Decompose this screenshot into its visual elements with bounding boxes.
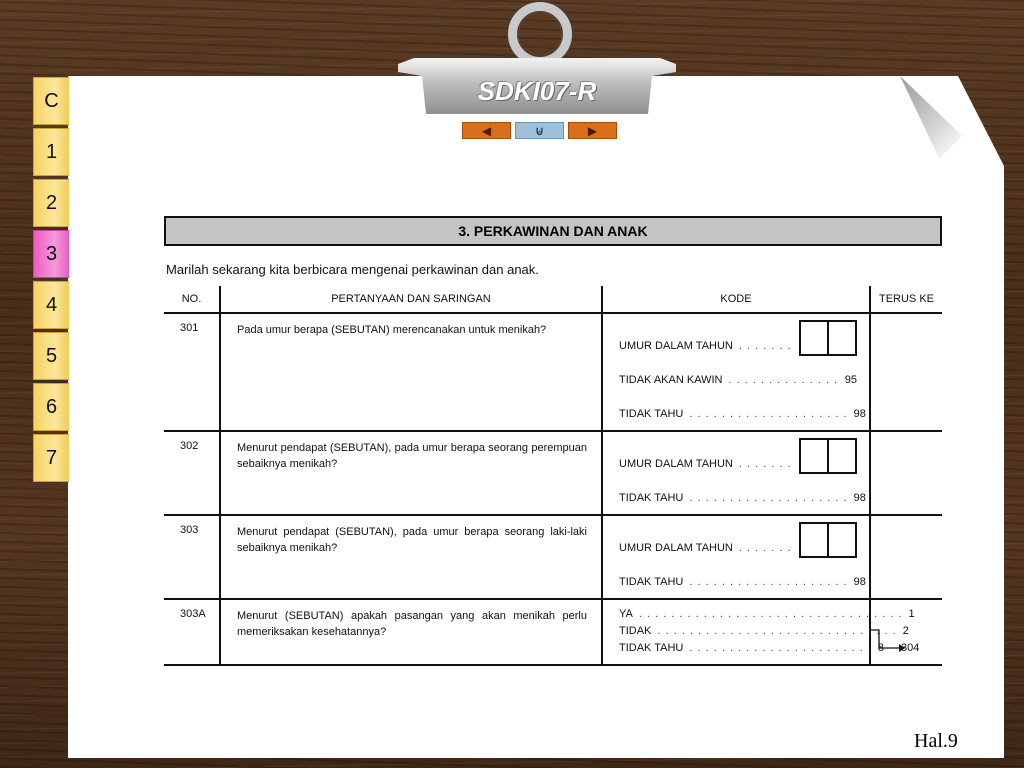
table-row [164, 431, 942, 515]
option-yes[interactable]: YA . . . . . . . . . . . . . . . . . . . . . . . . . . . . . . . . . 1 [619, 608, 915, 620]
return-button[interactable] [515, 122, 564, 139]
arrow-left-icon: ◀ [481, 123, 492, 138]
table-header-row [164, 286, 942, 313]
tab-4[interactable]: 4 [33, 281, 69, 329]
tab-7[interactable]: 7 [33, 434, 69, 482]
skip-cell [870, 515, 942, 599]
question-number: 303A [164, 599, 220, 665]
option-never-marry[interactable]: TIDAK AKAN KAWIN . . . . . . . . . . . . . . 95 [619, 374, 857, 386]
option-dont-know[interactable]: TIDAK TAHU . . . . . . . . . . . . . . . . . . . . . . . 8 [619, 642, 885, 654]
questionnaire-table [164, 286, 942, 666]
skip-arrow-icon [871, 628, 905, 654]
skip-target: 304 [901, 642, 920, 654]
prev-button[interactable] [462, 122, 511, 139]
option-age: UMUR DALAM TAHUN . . . . . . . [619, 340, 792, 352]
option-no[interactable]: TIDAK . . . . . . . . . . . . . . . . . . . . . . . . . . . . . . 2 [619, 625, 909, 637]
age-entry-boxes[interactable] [799, 320, 857, 356]
tab-c[interactable]: C [33, 77, 69, 125]
table-row [164, 313, 942, 431]
return-icon: ⊍ [535, 123, 544, 138]
nav-controls [462, 122, 617, 139]
question-number: 303 [164, 515, 220, 599]
clipboard-label: SDKI07-R [477, 76, 597, 106]
question-number: 301 [164, 313, 220, 431]
question-text: Menurut pendapat (SEBUTAN), pada umur berapa seorang perempuan sebaiknya menikah? [220, 431, 602, 515]
next-button[interactable] [568, 122, 617, 139]
code-cell [602, 431, 870, 515]
section-title: 3. PERKAWINAN DAN ANAK [164, 216, 942, 246]
skip-cell [870, 431, 942, 515]
tab-5[interactable]: 5 [33, 332, 69, 380]
code-cell [602, 313, 870, 431]
section-intro: Marilah sekarang kita berbicara mengenai perkawinan dan anak. [166, 262, 539, 277]
table-row [164, 599, 942, 665]
question-text: Menurut (SEBUTAN) apakah pasangan yang akan menikah perlu memeriksakan kesehatannya? [220, 599, 602, 665]
option-dont-know[interactable]: TIDAK TAHU . . . . . . . . . . . . . . . . . . . . 98 [619, 408, 866, 420]
tab-3[interactable]: 3 [33, 230, 69, 278]
table-row [164, 515, 942, 599]
option-dont-know[interactable]: TIDAK TAHU . . . . . . . . . . . . . . . . . . . . 98 [619, 576, 866, 588]
skip-cell [870, 313, 942, 431]
page-number: Hal.9 [914, 730, 958, 752]
option-dont-know[interactable]: TIDAK TAHU . . . . . . . . . . . . . . . . . . . . 98 [619, 492, 866, 504]
header-no: NO. [164, 286, 220, 313]
question-text: Menurut pendapat (SEBUTAN), pada umur berapa seorang laki-laki sebaiknya menikah? [220, 515, 602, 599]
code-cell [602, 515, 870, 599]
header-skip: TERUS KE [870, 286, 942, 313]
option-age: UMUR DALAM TAHUN . . . . . . . [619, 458, 792, 470]
section-tabs [33, 77, 69, 485]
age-entry-boxes[interactable] [799, 522, 857, 558]
tab-6[interactable]: 6 [33, 383, 69, 431]
tab-2[interactable]: 2 [33, 179, 69, 227]
question-text: Pada umur berapa (SEBUTAN) merencanakan untuk menikah? [220, 313, 602, 431]
header-question: PERTANYAAN DAN SARINGAN [220, 286, 602, 313]
age-entry-boxes[interactable] [799, 438, 857, 474]
header-code: KODE [602, 286, 870, 313]
skip-cell [870, 599, 942, 665]
tab-1[interactable]: 1 [33, 128, 69, 176]
binder-clip-ring [508, 2, 572, 66]
arrow-right-icon: ▶ [587, 123, 598, 138]
question-number: 302 [164, 431, 220, 515]
option-age: UMUR DALAM TAHUN . . . . . . . [619, 542, 792, 554]
